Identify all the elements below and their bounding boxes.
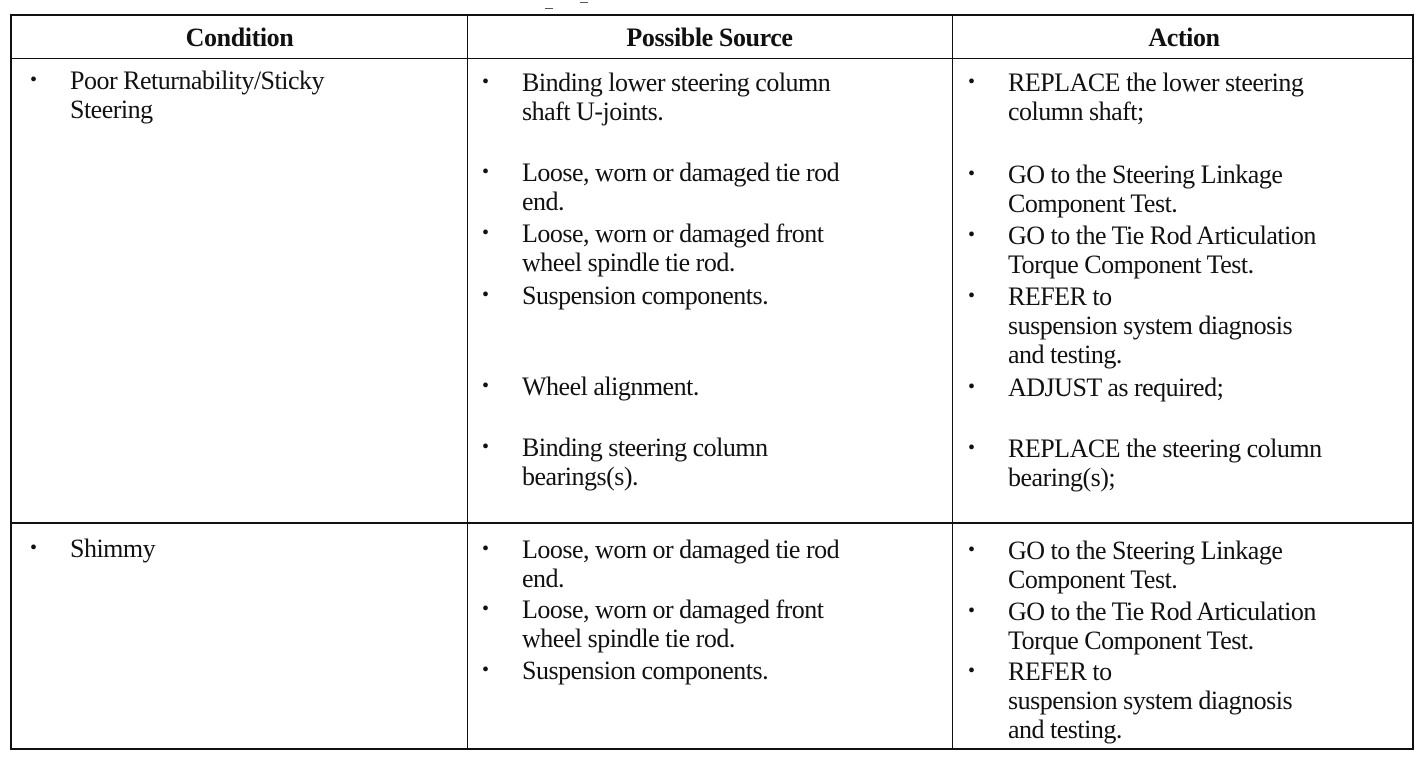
bullet-icon: •	[968, 539, 975, 561]
bullet-icon: •	[482, 375, 489, 397]
bullet-icon: •	[968, 660, 975, 682]
action-text: REFER to suspension system diagnosis and testing.	[1008, 657, 1293, 744]
bullet-icon: •	[482, 71, 489, 93]
header-condition: Condition	[185, 23, 294, 52]
bullet-icon: •	[482, 161, 489, 183]
source-text: Loose, worn or damaged tie rod end.	[522, 158, 840, 216]
source-text: Binding lower steering column shaft U-joints.	[522, 68, 831, 126]
bullet-icon: •	[30, 537, 37, 559]
bullet-icon: •	[968, 163, 975, 185]
source-text: Suspension components.	[522, 656, 769, 685]
action-text: REFER to suspension system diagnosis and testing.	[1008, 282, 1293, 369]
source-text: Suspension components.	[522, 281, 769, 310]
action-text: GO to the Steering Linkage Component Test.	[1008, 160, 1283, 218]
action-text: REPLACE the steering column bearing(s);	[1008, 434, 1322, 492]
source-text: Loose, worn or damaged tie rod end.	[522, 535, 840, 593]
bullet-icon: •	[482, 222, 489, 244]
source-text: Wheel alignment.	[522, 372, 699, 401]
source-text: Binding steering column bearings(s).	[522, 433, 768, 491]
bullet-icon: •	[968, 600, 975, 622]
column-divider	[952, 16, 953, 748]
bullet-icon: •	[482, 284, 489, 306]
condition-text: Shimmy	[70, 534, 156, 563]
row-divider	[12, 522, 1412, 524]
bullet-icon: •	[968, 376, 975, 398]
bullet-icon: •	[482, 538, 489, 560]
bullet-icon: •	[482, 598, 489, 620]
diagnosis-table	[10, 14, 1414, 750]
action-text: GO to the Tie Rod Articulation Torque Component Test.	[1008, 221, 1316, 279]
header-action: Action	[1148, 23, 1220, 52]
bullet-icon: •	[968, 224, 975, 246]
action-text: GO to the Tie Rod Articulation Torque Component Test.	[1008, 597, 1316, 655]
scan-mark	[580, 2, 588, 3]
source-text: Loose, worn or damaged front wheel spindle tie rod.	[522, 595, 824, 653]
bullet-icon: •	[30, 69, 37, 91]
action-text: ADJUST as required;	[1008, 373, 1224, 402]
action-text: REPLACE the lower steering column shaft;	[1008, 68, 1304, 126]
column-divider	[467, 16, 468, 748]
header-possible-source: Possible Source	[626, 23, 793, 52]
bullet-icon: •	[968, 285, 975, 307]
condition-text: Poor Returnability/Sticky Steering	[70, 66, 324, 124]
source-text: Loose, worn or damaged front wheel spindle tie rod.	[522, 219, 824, 277]
action-text: GO to the Steering Linkage Component Test.	[1008, 536, 1283, 594]
scan-mark	[545, 8, 553, 9]
bullet-icon: •	[968, 437, 975, 459]
header-divider	[12, 58, 1412, 59]
bullet-icon: •	[482, 659, 489, 681]
bullet-icon: •	[482, 436, 489, 458]
bullet-icon: •	[968, 71, 975, 93]
